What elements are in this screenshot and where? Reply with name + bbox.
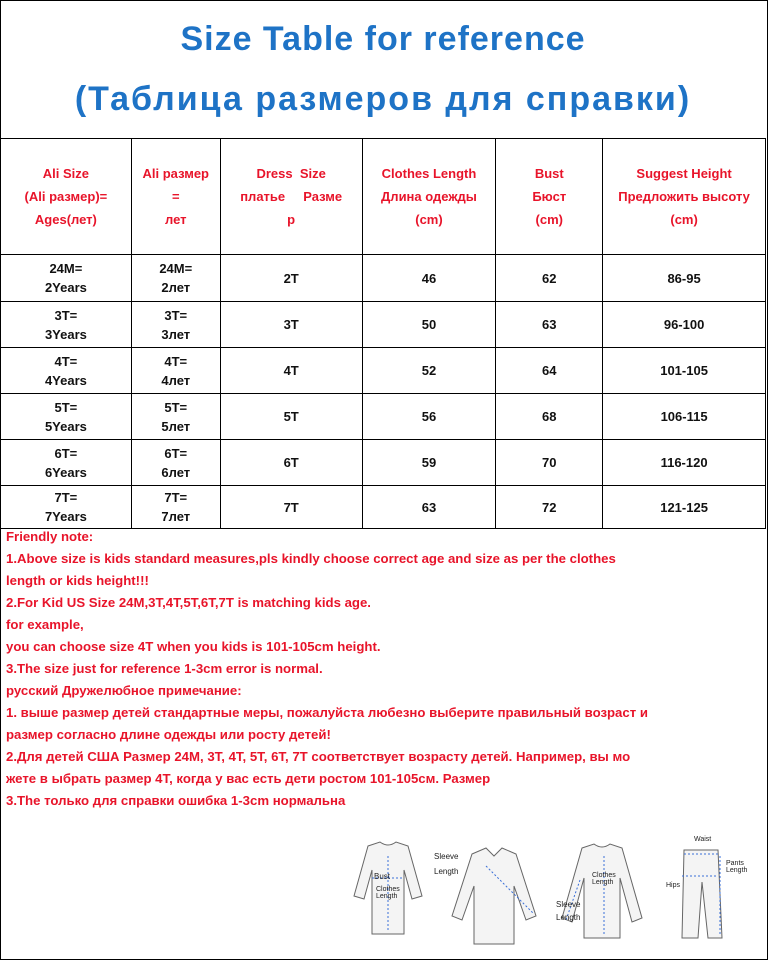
- header-dress-size: Dress Size платье Разме р: [220, 139, 362, 255]
- sleeve-length-label-2: Sleeve Length: [556, 900, 581, 922]
- page-subtitle: (Таблица размеров для справки): [74, 80, 692, 118]
- cell-dress: 3T: [220, 302, 362, 348]
- sweater-icon: [562, 844, 642, 938]
- friendly-notes: [6, 526, 764, 812]
- note-line: 1. выше размер детей стандартные меры, пожалуйста любезно выберите правильный возраст и: [6, 705, 648, 720]
- clothes-length-label-2: Clothes Length: [592, 872, 616, 886]
- note-line: 3.The size just for reference 1-3cm error is normal.: [6, 661, 323, 676]
- cell-ali-ru: 3T= 3лет: [131, 302, 220, 348]
- cell-ali-ru: 4T= 4лет: [131, 348, 220, 394]
- note-line: 3.The только для справки ошибка 1-3cm нормальна: [6, 793, 346, 808]
- cell-bust: 70: [496, 440, 603, 486]
- cell-height: 121-125: [603, 486, 766, 529]
- cell-ali-ru: 5T= 5лет: [131, 394, 220, 440]
- cell-height: 86-95: [603, 255, 766, 302]
- cell-bust: 62: [496, 255, 603, 302]
- cell-length: 52: [362, 348, 496, 394]
- clothes-length-label: Clothes Length: [376, 886, 400, 900]
- note-line: 1.Above size is kids standard measures,pls kindly choose correct age and size as per the clothes: [6, 551, 616, 566]
- size-table: [0, 138, 766, 529]
- cell-bust: 64: [496, 348, 603, 394]
- cell-height: 96-100: [603, 302, 766, 348]
- cell-ali-ru: 6T= 6лет: [131, 440, 220, 486]
- cell-ali-size: 5T= 5Years: [1, 394, 132, 440]
- cell-dress: 2T: [220, 255, 362, 302]
- note-line: русский Дружелюбное примечание:: [6, 683, 242, 698]
- page-title: Size Table for reference: [180, 20, 586, 58]
- table-row: [1, 302, 766, 348]
- note-line: Friendly note:: [6, 529, 94, 544]
- header-suggest-height: Suggest Height Предложить высоту (cm): [603, 139, 766, 255]
- cell-ali-size: 4T= 4Years: [1, 348, 132, 394]
- cell-ali-size: 7T= 7Years: [1, 486, 132, 529]
- note-line: length or kids height!!!: [6, 573, 149, 588]
- table-row: [1, 348, 766, 394]
- cell-ali-size: 3T= 3Years: [1, 302, 132, 348]
- note-line: размер согласно длине одежды или росту детей!: [6, 727, 331, 742]
- title-block: [0, 0, 766, 139]
- table-row: [1, 440, 766, 486]
- cell-height: 101-105: [603, 348, 766, 394]
- cell-length: 50: [362, 302, 496, 348]
- table-row: [1, 255, 766, 302]
- cell-bust: 68: [496, 394, 603, 440]
- cell-bust: 63: [496, 302, 603, 348]
- pants-length-label: Pants Length: [726, 860, 748, 874]
- note-line: you can choose size 4T when you kids is 101-105cm height.: [6, 639, 381, 654]
- cell-dress: 6T: [220, 440, 362, 486]
- note-line: 2.Для детей США Размер 24М, 3T, 4T, 5T, 6T, 7T соответствует возрасту детей. Например, вы мо: [6, 749, 631, 764]
- cell-dress: 5T: [220, 394, 362, 440]
- cell-dress: 7T: [220, 486, 362, 529]
- hips-label: Hips: [666, 882, 681, 889]
- header-bust: Bust Бюст (cm): [496, 139, 603, 255]
- sleeve-length-label: Sleeve Length: [434, 852, 459, 876]
- measurement-illustration: [330, 826, 766, 956]
- cell-length: 56: [362, 394, 496, 440]
- waist-label: Waist: [694, 836, 712, 843]
- cell-height: 116-120: [603, 440, 766, 486]
- cell-ali-size: 24M= 2Years: [1, 255, 132, 302]
- note-line: 2.For Kid US Size 24M,3T,4T,5T,6T,7T is matching kids age.: [6, 595, 371, 610]
- header-ali-ru: Ali размер = лет: [131, 139, 220, 255]
- cell-bust: 72: [496, 486, 603, 529]
- cell-length: 63: [362, 486, 496, 529]
- pants-icon: [682, 850, 722, 938]
- cell-ali-ru: 7T= 7лет: [131, 486, 220, 529]
- note-line: жете в ыбрать размер 4T, когда у вас есть дети ростом 101-105см. Размер: [6, 771, 491, 786]
- table-header-row: [1, 139, 766, 255]
- bust-label: Bust: [374, 872, 391, 881]
- shirt-icon: [452, 848, 536, 944]
- table-row: [1, 394, 766, 440]
- header-clothes-length: Clothes Length Длина одежды (cm): [362, 139, 496, 255]
- cell-ali-size: 6T= 6Years: [1, 440, 132, 486]
- table-row: [1, 486, 766, 529]
- cell-ali-ru: 24M= 2лет: [131, 255, 220, 302]
- note-line: for example,: [6, 617, 84, 632]
- cell-height: 106-115: [603, 394, 766, 440]
- header-ali-size: Ali Size (Ali размер)= Ages(лет): [1, 139, 132, 255]
- cell-dress: 4T: [220, 348, 362, 394]
- cell-length: 46: [362, 255, 496, 302]
- cell-length: 59: [362, 440, 496, 486]
